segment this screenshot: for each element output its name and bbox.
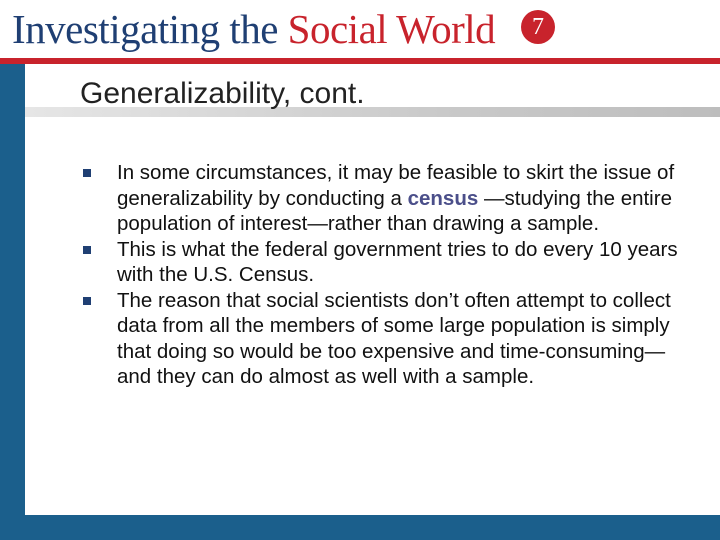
bottom-frame-bar bbox=[0, 515, 720, 540]
book-banner bbox=[0, 0, 720, 62]
slide-title: Generalizability, cont. bbox=[80, 77, 365, 110]
edition-badge: 7 bbox=[521, 10, 555, 44]
book-title-part1: Investigating the bbox=[12, 6, 288, 52]
bullet-marker bbox=[83, 297, 91, 305]
bullet-item bbox=[82, 237, 682, 288]
bullet-marker bbox=[83, 169, 91, 177]
bullet-text: In some circumstances, it may be feasible to skirt the issue of generalizability by conducting a bbox=[117, 161, 675, 210]
bullet-list bbox=[82, 160, 682, 390]
book-title bbox=[12, 2, 495, 56]
key-term: census bbox=[407, 186, 479, 210]
book-title-part2: Social World bbox=[287, 6, 496, 52]
banner-rule bbox=[0, 58, 720, 64]
left-frame-bar bbox=[0, 64, 25, 540]
bullet-text: This is what the federal government tries to do every 10 years with the U.S. Census. bbox=[117, 237, 678, 286]
bullet-item bbox=[82, 288, 682, 390]
bullet-text: —studying the entire population of interest—rather than drawing a sample. bbox=[117, 186, 672, 235]
bullet-text: The reason that social scientists don’t often attempt to collect data from all the members of some large population is simply that doing so would be too expensive and time-consuming—and they can do almost as well with a sample. bbox=[117, 288, 671, 388]
bullet-item bbox=[82, 160, 682, 237]
bullet-marker bbox=[83, 246, 91, 254]
